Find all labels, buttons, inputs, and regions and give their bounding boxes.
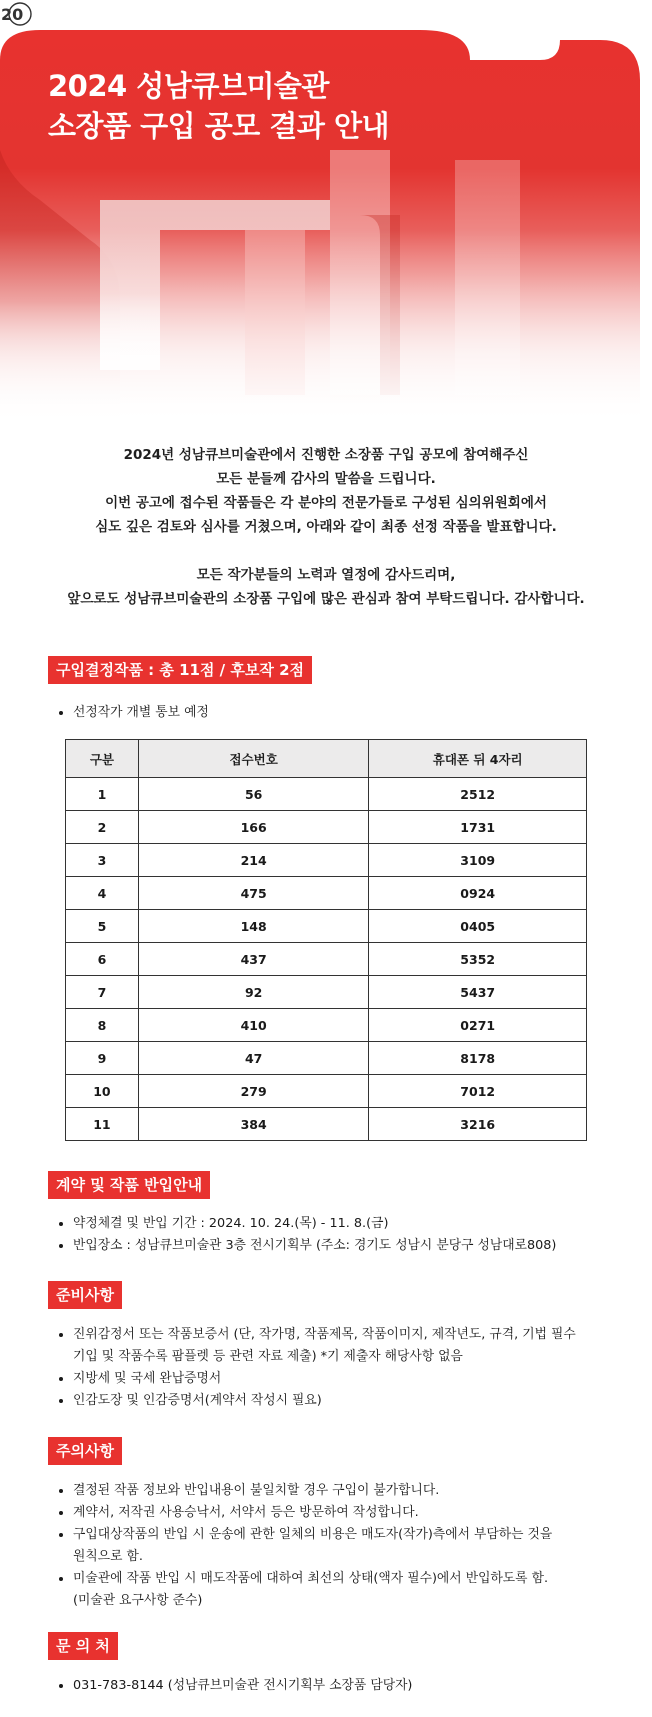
list-item: • 약정체결 및 반입 기간 : 2024. 10. 24.(목) - 11. 8.(금) [73, 1213, 633, 1235]
table-cell: 2 [66, 811, 139, 844]
table-cell: 92 [138, 976, 369, 1009]
table-row [66, 943, 587, 976]
hero-graphic [0, 0, 652, 425]
table-row [66, 1042, 587, 1075]
table-cell: 8178 [369, 1042, 587, 1075]
list-item-line: 결정된 작품 정보와 반입내용이 불일치할 경우 구입이 불가합니다. [73, 1483, 440, 1498]
list-item-line: 구입대상작품의 반입 시 운송에 관한 일체의 비용은 매도자(작가)측에서 부담하는 것을 [73, 1527, 553, 1542]
table-cell: 475 [138, 877, 369, 910]
intro-line: 앞으로도 성남큐브미술관의 소장품 구입에 많은 관심과 참여 부탁드립니다. 감사합니다. [67, 591, 585, 607]
list-item [73, 1324, 633, 1368]
prep-section-header: 준비사항 [48, 1281, 122, 1309]
table-cell: 4 [66, 877, 139, 910]
table-cell: 0924 [369, 877, 587, 910]
contract-list [54, 1213, 633, 1257]
anniversary-logo-icon [0, 0, 32, 28]
intro-message [20, 443, 632, 611]
table-cell: 3109 [369, 844, 587, 877]
table-cell: 214 [138, 844, 369, 877]
table-cell: 0271 [369, 1009, 587, 1042]
table-cell: 279 [138, 1075, 369, 1108]
table-cell: 1731 [369, 811, 587, 844]
table-row [66, 976, 587, 1009]
list-item [73, 1524, 633, 1568]
list-item-line: 지방세 및 국세 완납증명서 [73, 1371, 222, 1386]
intro-spacer [20, 539, 632, 563]
title-line-1: 2024 성남큐브미술관 [48, 69, 329, 103]
table-cell: 3 [66, 844, 139, 877]
table-cell: 47 [138, 1042, 369, 1075]
table-cell: 5 [66, 910, 139, 943]
intro-line: 심도 깊은 검토와 심사를 거쳤으며, 아래와 같이 최종 선정 작품을 발표합니다. [95, 519, 557, 535]
intro-line: 모든 분들께 감사의 말씀을 드립니다. [216, 471, 436, 487]
title-line-2: 소장품 구입 공모 결과 안내 [48, 109, 390, 143]
list-item-line: (미술관 요구사항 준수) [73, 1593, 203, 1608]
page-title [48, 66, 389, 146]
list-item-line: 진위감정서 또는 작품보증서 (단, 작가명, 작품제목, 작품이미지, 제작년도, 규격, 기법 필수 [73, 1327, 576, 1342]
table-cell: 5352 [369, 943, 587, 976]
list-item [73, 1502, 633, 1524]
table-cell: 410 [138, 1009, 369, 1042]
table-cell: 10 [66, 1075, 139, 1108]
contract-section-header: 계약 및 작품 반입안내 [48, 1171, 210, 1199]
table-cell: 1 [66, 778, 139, 811]
table-row [66, 877, 587, 910]
intro-line: 이번 공고에 접수된 작품들은 각 분야의 전문가들로 구성된 심의위원회에서 [105, 495, 547, 511]
table-cell: 11 [66, 1108, 139, 1141]
caution-list [54, 1480, 633, 1612]
column-header: 구분 [66, 740, 139, 778]
table-cell: 148 [138, 910, 369, 943]
table-cell: 384 [138, 1108, 369, 1141]
contact-section-header: 문 의 처 [48, 1632, 118, 1660]
results-section-header: 구입결정작품 : 총 11점 / 후보작 2점 [48, 656, 312, 684]
prep-list [54, 1324, 633, 1412]
table-row [66, 844, 587, 877]
table-cell: 5437 [369, 976, 587, 1009]
list-item-line: 기입 및 작품수록 팜플렛 등 관련 자료 제출) *기 제출자 해당사항 없음 [73, 1349, 463, 1364]
list-item [73, 1368, 633, 1390]
table-header-row [66, 740, 587, 778]
column-header: 휴대폰 뒤 4자리 [369, 740, 587, 778]
intro-line: 2024년 성남큐브미술관에서 진행한 소장품 구입 공모에 참여해주신 [123, 447, 529, 463]
table-row [66, 910, 587, 943]
table-row [66, 778, 587, 811]
list-item [73, 1568, 633, 1612]
table-cell: 9 [66, 1042, 139, 1075]
table-cell: 7012 [369, 1075, 587, 1108]
intro-line: 모든 작가분들의 노력과 열정에 감사드리며, [196, 567, 456, 583]
list-item [73, 1480, 633, 1502]
table-row [66, 1075, 587, 1108]
table-cell: 6 [66, 943, 139, 976]
table-cell: 7 [66, 976, 139, 1009]
list-item-line: 원칙으로 함. [73, 1549, 143, 1564]
results-notes [54, 702, 633, 724]
column-header: 접수번호 [138, 740, 369, 778]
list-item [73, 1390, 633, 1412]
table-cell: 8 [66, 1009, 139, 1042]
table-row [66, 1108, 587, 1141]
table-cell: 56 [138, 778, 369, 811]
hero-banner [0, 0, 652, 425]
anniversary-badge-text: 20 [1, 5, 24, 24]
list-item: • 031-783-8144 (성남큐브미술관 전시기획부 소장품 담당자) [73, 1675, 633, 1697]
list-item-line: 미술관에 작품 반입 시 매도작품에 대하여 최선의 상태(액자 필수)에서 반입하도록 함. [73, 1571, 549, 1586]
list-item-line: 인감도장 및 인감증명서(계약서 작성시 필요) [73, 1393, 322, 1408]
results-table [65, 739, 587, 1141]
table-cell: 0405 [369, 910, 587, 943]
table-row [66, 1009, 587, 1042]
table-cell: 3216 [369, 1108, 587, 1141]
table-cell: 437 [138, 943, 369, 976]
table-row [66, 811, 587, 844]
list-item: • 선정작가 개별 통보 예정 [73, 702, 633, 724]
table-cell: 2512 [369, 778, 587, 811]
list-item-line: 계약서, 저작권 사용승낙서, 서약서 등은 방문하여 작성합니다. [73, 1505, 419, 1520]
contact-list [54, 1675, 633, 1697]
list-item: • 반입장소 : 성남큐브미술관 3층 전시기획부 (주소: 경기도 성남시 분당구 성남대로808) [73, 1235, 633, 1257]
table-cell: 166 [138, 811, 369, 844]
caution-section-header: 주의사항 [48, 1437, 122, 1465]
